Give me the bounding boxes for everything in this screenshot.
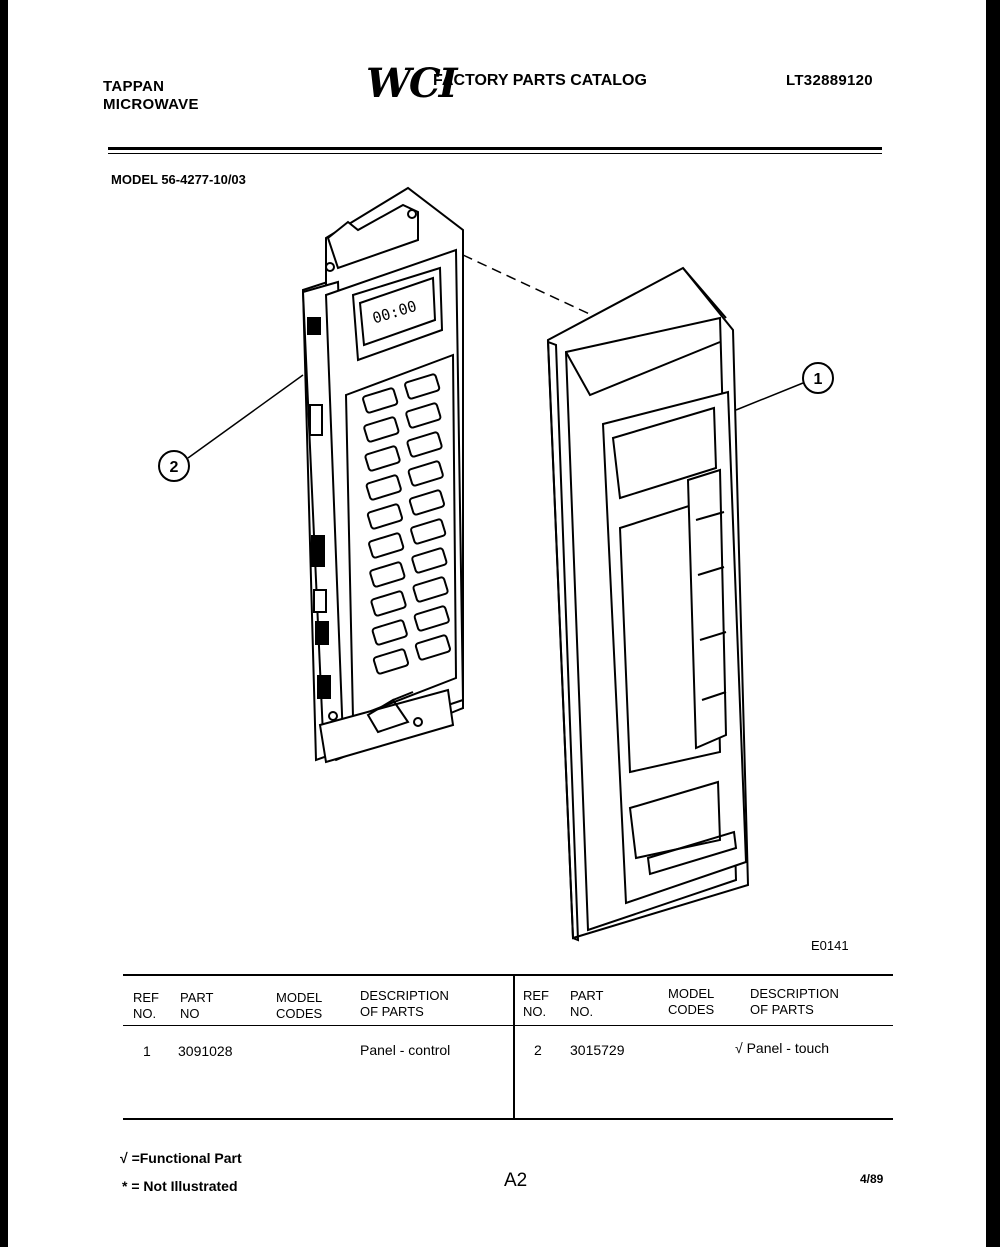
footnote-functional: √ =Functional Part <box>120 1150 242 1166</box>
catalog-page <box>8 0 986 1247</box>
footnote-not-illustrated: * = Not Illustrated <box>122 1178 238 1194</box>
row1-part: 3091028 <box>178 1043 233 1059</box>
brand-line-2: MICROWAVE <box>103 96 199 113</box>
model-number: MODEL 56-4277-10/03 <box>111 172 246 187</box>
display-readout: 00:00 <box>370 297 419 328</box>
table-top-rule <box>123 974 893 976</box>
row1-desc: Panel - control <box>360 1042 451 1058</box>
callout-2-label: 2 <box>169 459 179 476</box>
control-panel-assembly <box>303 188 463 762</box>
table-center-divider <box>513 974 515 1120</box>
row2-desc: √ Panel - touch <box>735 1040 830 1056</box>
table-bottom-rule <box>123 1118 893 1120</box>
header-part-left: PART NO <box>180 990 214 1021</box>
row2-part: 3015729 <box>570 1042 625 1058</box>
front-panel-frame <box>548 268 748 940</box>
table-header-rule <box>123 1025 893 1026</box>
exploded-parts-diagram <box>8 0 986 1247</box>
brand-line-1: TAPPAN <box>103 78 165 95</box>
header-part-right: PART NO. <box>570 988 604 1019</box>
figure-code: E0141 <box>811 938 849 953</box>
catalog-number: LT32889120 <box>786 72 873 89</box>
catalog-date: 4/89 <box>860 1172 884 1186</box>
header-desc-right: DESCRIPTION OF PARTS <box>750 986 839 1017</box>
wci-logo: WCI <box>366 60 456 107</box>
header-ref-right: REF NO. <box>523 988 549 1019</box>
header-ref-left: REF NO. <box>133 990 159 1021</box>
header-codes-left: MODEL CODES <box>276 990 323 1021</box>
header-desc-left: DESCRIPTION OF PARTS <box>360 988 449 1019</box>
page-code: A2 <box>504 1170 528 1191</box>
catalog-title: FACTORY PARTS CATALOG <box>433 72 647 89</box>
callout-1-label: 1 <box>813 371 823 388</box>
header-codes-right: MODEL CODES <box>668 986 715 1017</box>
row1-ref: 1 <box>143 1043 151 1059</box>
row2-ref: 2 <box>534 1042 542 1058</box>
